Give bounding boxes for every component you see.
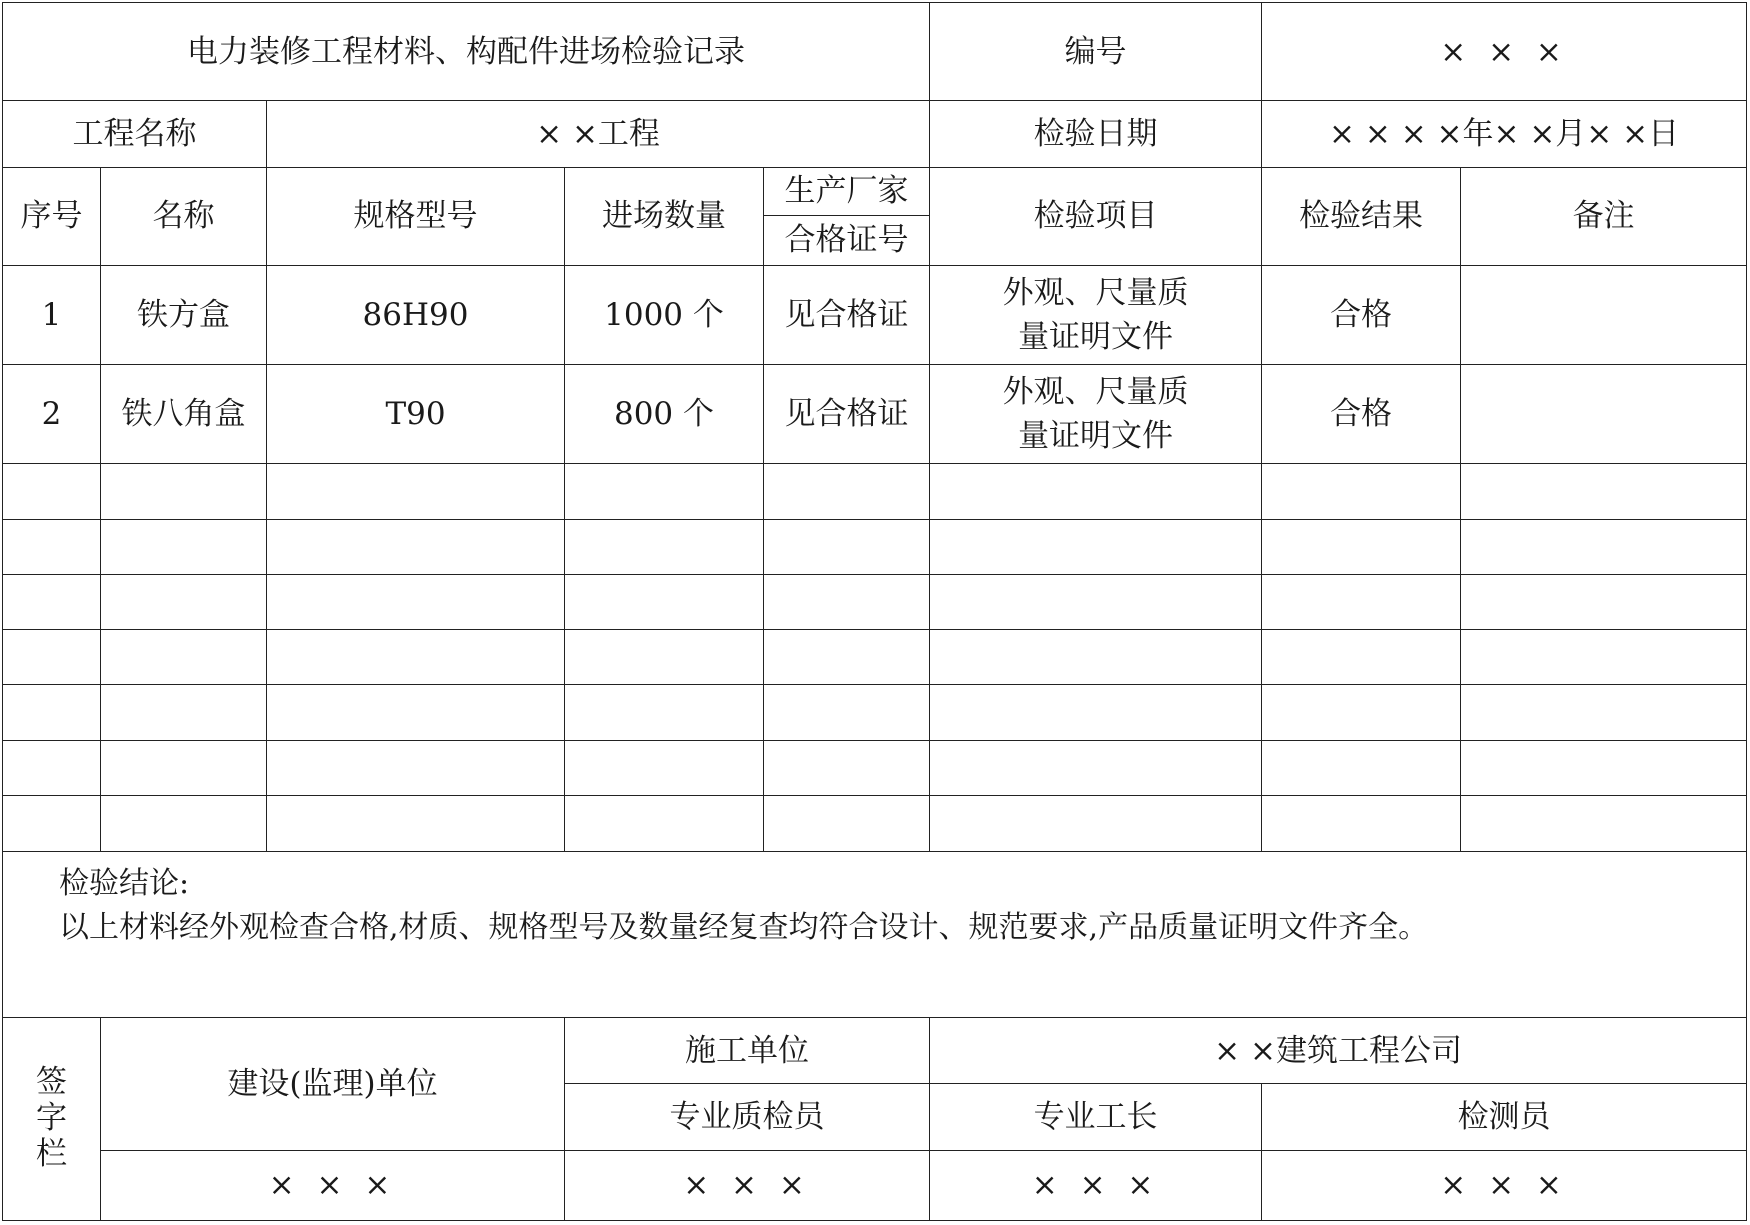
row-inspection-items (930, 365, 1262, 464)
signature-section-label (3, 1018, 101, 1221)
row-inspection-items-text: 外观、尺量质量证明文件 (1002, 274, 1189, 355)
row-remarks (1461, 365, 1747, 464)
inspection-record-form (2, 2, 1747, 1221)
conclusion-row (3, 851, 1747, 1018)
row-certificate: 见合格证 (764, 365, 930, 464)
row-name: 铁方盒 (101, 265, 267, 364)
row-inspection-items-text: 外观、尺量质量证明文件 (1002, 374, 1189, 455)
row-inspection-items (930, 265, 1262, 364)
col-result-header: 检验结果 (1262, 167, 1461, 265)
row-result: 合格 (1262, 365, 1461, 464)
row-spec: T90 (267, 365, 565, 464)
empty-row (3, 741, 1747, 796)
project-name-value: × ×工程 (267, 101, 930, 167)
row-remarks (1461, 265, 1747, 364)
row-result: 合格 (1262, 265, 1461, 364)
signature-row-1 (3, 1018, 1747, 1084)
title-row (3, 3, 1747, 101)
col-certificate-header: 合格证号 (764, 215, 930, 265)
contractor-label: 施工单位 (565, 1018, 930, 1084)
empty-row (3, 574, 1747, 629)
empty-row (3, 685, 1747, 741)
empty-row (3, 629, 1747, 684)
empty-row (3, 464, 1747, 519)
owner-label: 建设(监理)单位 (101, 1018, 565, 1150)
conclusion-label: 检验结论: (59, 865, 190, 901)
project-name-label: 工程名称 (3, 101, 267, 167)
inspection-date-value: × × × ×年× ×月× ×日 (1262, 101, 1747, 167)
owner-signature: × × × (101, 1150, 565, 1220)
contractor-value: × ×建筑工程公司 (930, 1018, 1747, 1084)
col-inspection-items-header: 检验项目 (930, 167, 1262, 265)
row-name: 铁八角盒 (101, 365, 267, 464)
form-title: 电力装修工程材料、构配件进场检验记录 (3, 3, 930, 101)
row-seq: 2 (3, 365, 101, 464)
table-row (3, 265, 1747, 364)
foreman-label: 专业工长 (930, 1084, 1262, 1150)
code-value: × × × (1262, 3, 1747, 101)
col-name-header: 名称 (101, 167, 267, 265)
empty-row (3, 796, 1747, 851)
signature-section-label-text: 签字栏 (36, 1063, 67, 1172)
signature-row-3 (3, 1150, 1747, 1220)
tester-label: 检测员 (1262, 1084, 1747, 1150)
col-seq-header: 序号 (3, 167, 101, 265)
project-row (3, 101, 1747, 167)
code-label: 编号 (930, 3, 1262, 101)
row-quantity: 800 个 (565, 365, 764, 464)
conclusion-cell (3, 851, 1747, 1018)
inspection-date-label: 检验日期 (930, 101, 1262, 167)
col-remarks-header: 备注 (1461, 167, 1747, 265)
col-spec-header: 规格型号 (267, 167, 565, 265)
conclusion-text: 以上材料经外观检查合格,材质、规格型号及数量经复查均符合设计、规范要求,产品质量证明文件齐全。 (59, 909, 1429, 945)
qc-label: 专业质检员 (565, 1084, 930, 1150)
col-quantity-header: 进场数量 (565, 167, 764, 265)
row-quantity: 1000 个 (565, 265, 764, 364)
tester-signature: × × × (1262, 1150, 1747, 1220)
foreman-signature: × × × (930, 1150, 1262, 1220)
column-header-row (3, 167, 1747, 215)
row-certificate: 见合格证 (764, 265, 930, 364)
row-seq: 1 (3, 265, 101, 364)
row-spec: 86H90 (267, 265, 565, 364)
col-manufacturer-header: 生产厂家 (764, 167, 930, 215)
empty-row (3, 519, 1747, 574)
table-row (3, 365, 1747, 464)
qc-signature: × × × (565, 1150, 930, 1220)
